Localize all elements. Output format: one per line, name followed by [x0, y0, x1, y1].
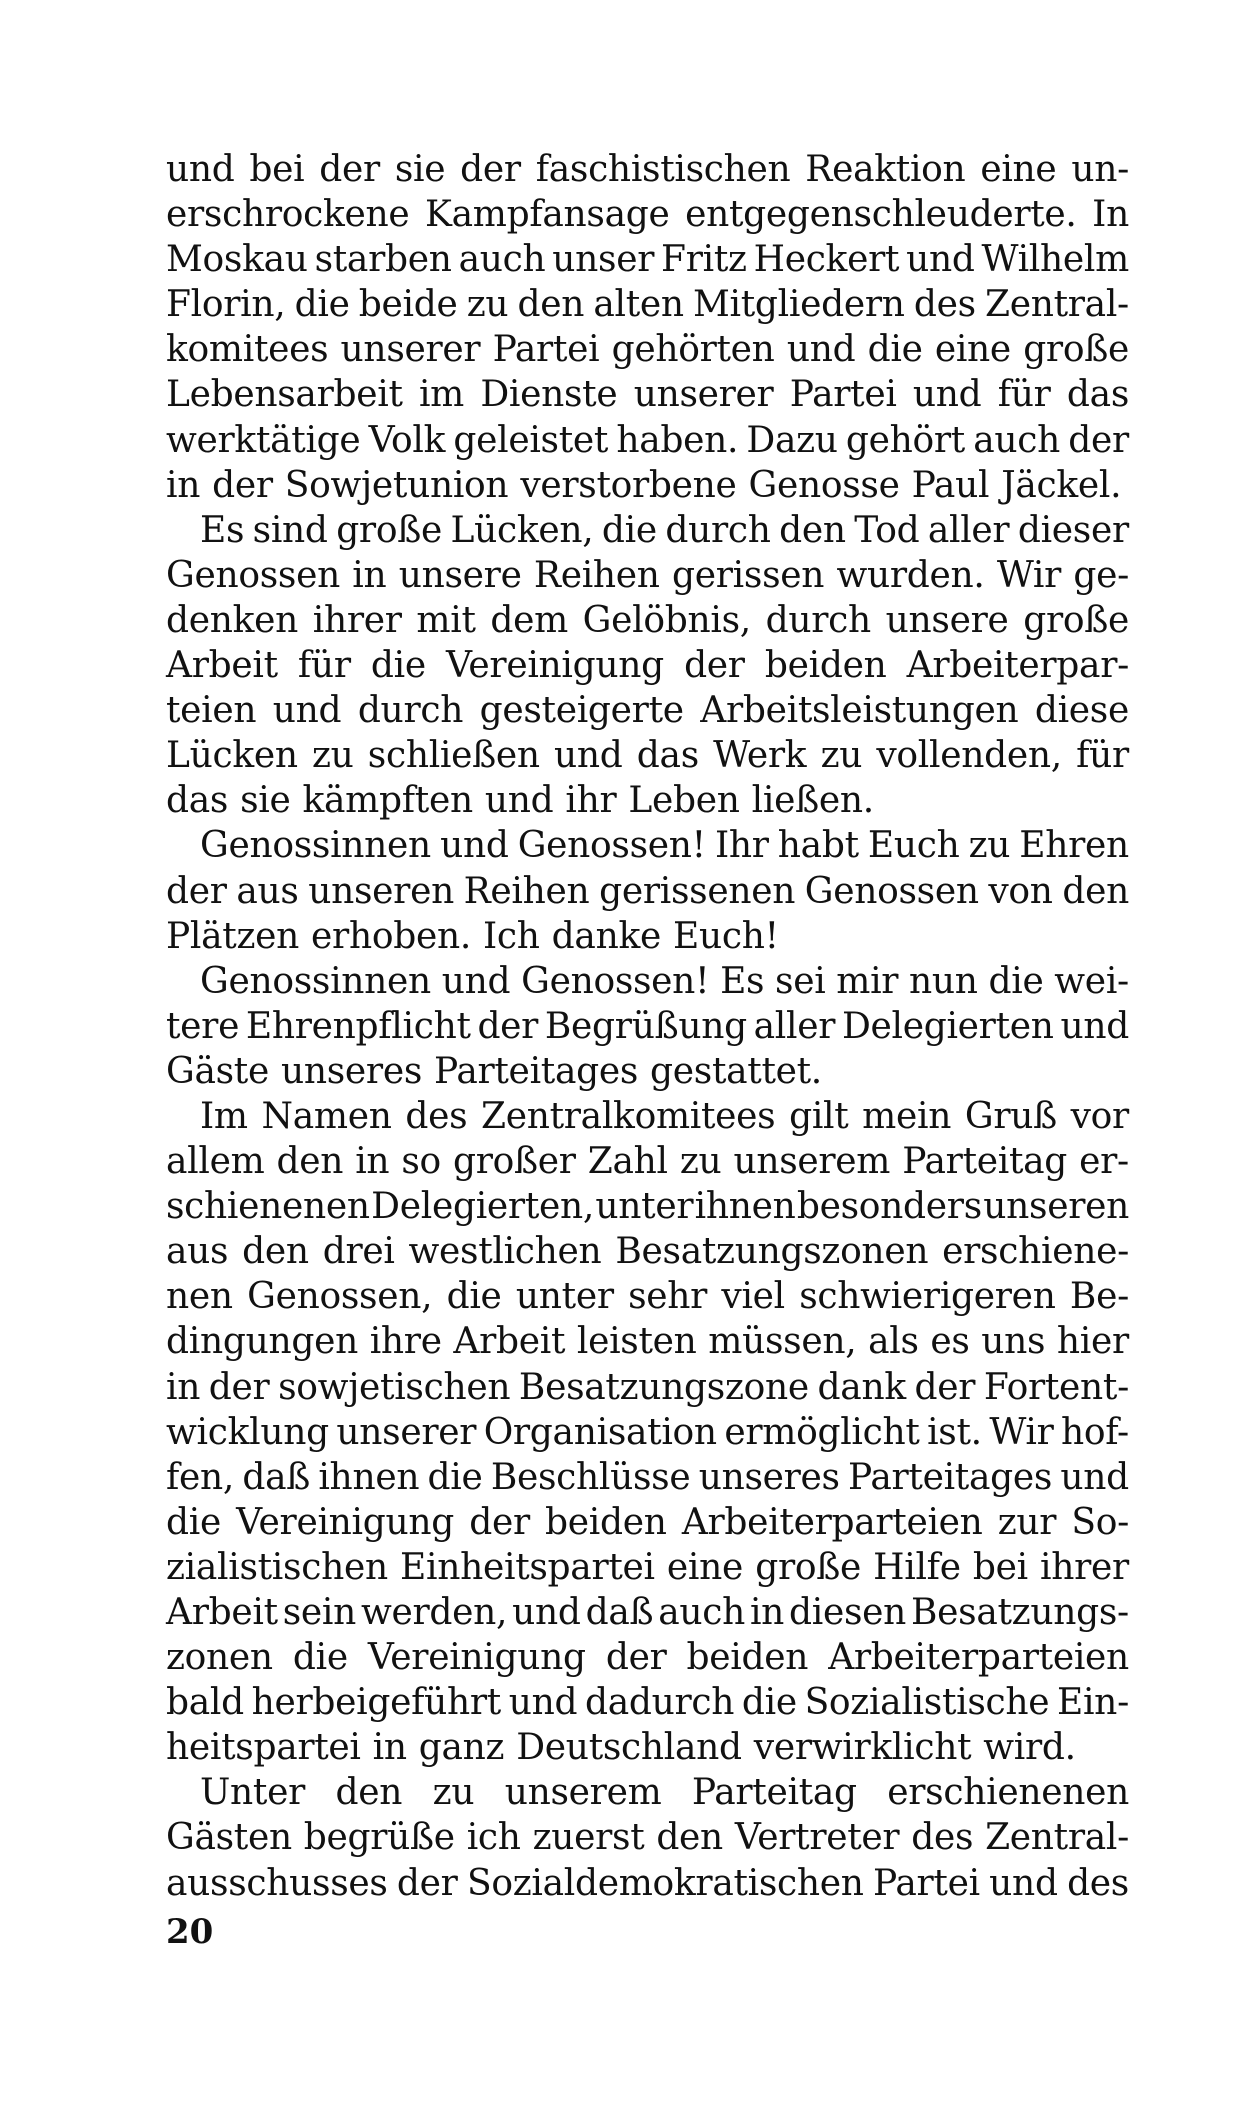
text-line: die Vereinigung der beiden Arbeiterparteien zur So- [166, 1501, 1129, 1543]
text-line: komitees unserer Partei gehörten und die eine große [166, 329, 1129, 371]
text-line: Florin, die beide zu den alten Mitgliedern des Zentral- [166, 284, 1129, 326]
text-line: Genossinnen und Genossen! Ihr habt Euch zu Ehren [200, 825, 1129, 867]
text-line: erschrockene Kampfansage entgegenschleuderte. In [166, 194, 1129, 236]
text-line: Arbeit sein werden, und daß auch in diesen Besatzungs- [166, 1592, 1129, 1633]
text-line: schienenen Delegierten, unter ihnen besonders unseren [166, 1186, 1129, 1228]
text-line: dingungen ihre Arbeit leisten müssen, als es uns hier [166, 1321, 1129, 1363]
text-line: aus den drei westlichen Besatzungszonen erschiene- [166, 1231, 1129, 1273]
text-line: wicklung unserer Organisation ermöglicht ist. Wir hof- [166, 1411, 1129, 1453]
text-line: Plätzen erhoben. Ich danke Euch! [166, 915, 779, 957]
text-line: der aus unseren Reihen gerissenen Genossen von den [166, 870, 1129, 912]
text-line: das sie kämpften und ihr Leben ließen. [166, 780, 874, 822]
text-line: Moskau starben auch unser Fritz Heckert und Wilhelm [166, 239, 1129, 281]
text-line: Lebensarbeit im Dienste unserer Partei und für das [166, 374, 1129, 416]
text-line: bald herbeigeführt und dadurch die Sozialistische Ein- [166, 1682, 1129, 1724]
text-line: Gästen begrüße ich zuerst den Vertreter des Zentral- [166, 1817, 1129, 1859]
text-line: zialistischen Einheitspartei eine große Hilfe bei ihrer [166, 1546, 1129, 1588]
text-line: in der sowjetischen Besatzungszone dank der Fortent- [166, 1366, 1129, 1408]
text-line: Arbeit für die Vereinigung der beiden Arbeiterpar- [166, 645, 1129, 687]
page-number: 20 [166, 1912, 214, 1952]
text-line: fen, daß ihnen die Beschlüsse unseres Parteitages und [166, 1456, 1129, 1498]
text-line: Gäste unseres Parteitages gestattet. [166, 1050, 822, 1092]
text-line: Lücken zu schließen und das Werk zu vollenden, für [166, 735, 1129, 777]
text-line: Im Namen des Zentralkomitees gilt mein Gruß vor [200, 1095, 1129, 1137]
text-line: Genossen in unsere Reihen gerissen wurden. Wir ge- [166, 554, 1129, 596]
text-line: zonen die Vereinigung der beiden Arbeiterparteien [166, 1637, 1129, 1679]
text-line: Unter den zu unserem Parteitag erschienenen [200, 1772, 1129, 1814]
text-line: in der Sowjetunion verstorbene Genosse Paul Jäckel. [166, 464, 1122, 506]
text-line: ausschusses der Sozialdemokratischen Partei und des [166, 1862, 1129, 1904]
text-line: nen Genossen, die unter sehr viel schwierigeren Be- [166, 1276, 1129, 1318]
body-text [166, 147, 1129, 1906]
text-line: teien und durch gesteigerte Arbeitsleistungen diese [166, 690, 1129, 732]
text-line: tere Ehrenpflicht der Begrüßung aller Delegierten und [166, 1005, 1129, 1047]
text-line: werktätige Volk geleistet haben. Dazu gehört auch der [166, 419, 1129, 461]
text-line: denken ihrer mit dem Gelöbnis, durch unsere große [166, 599, 1129, 641]
text-line: heitspartei in ganz Deutschland verwirklicht wird. [166, 1727, 1076, 1769]
text-line: und bei der sie der faschistischen Reaktion eine un- [166, 149, 1129, 190]
text-line: allem den in so großer Zahl zu unserem Parteitag er- [166, 1141, 1129, 1183]
text-line: Genossinnen und Genossen! Es sei mir nun die wei- [200, 960, 1129, 1002]
text-line: Es sind große Lücken, die durch den Tod aller dieser [200, 509, 1129, 551]
